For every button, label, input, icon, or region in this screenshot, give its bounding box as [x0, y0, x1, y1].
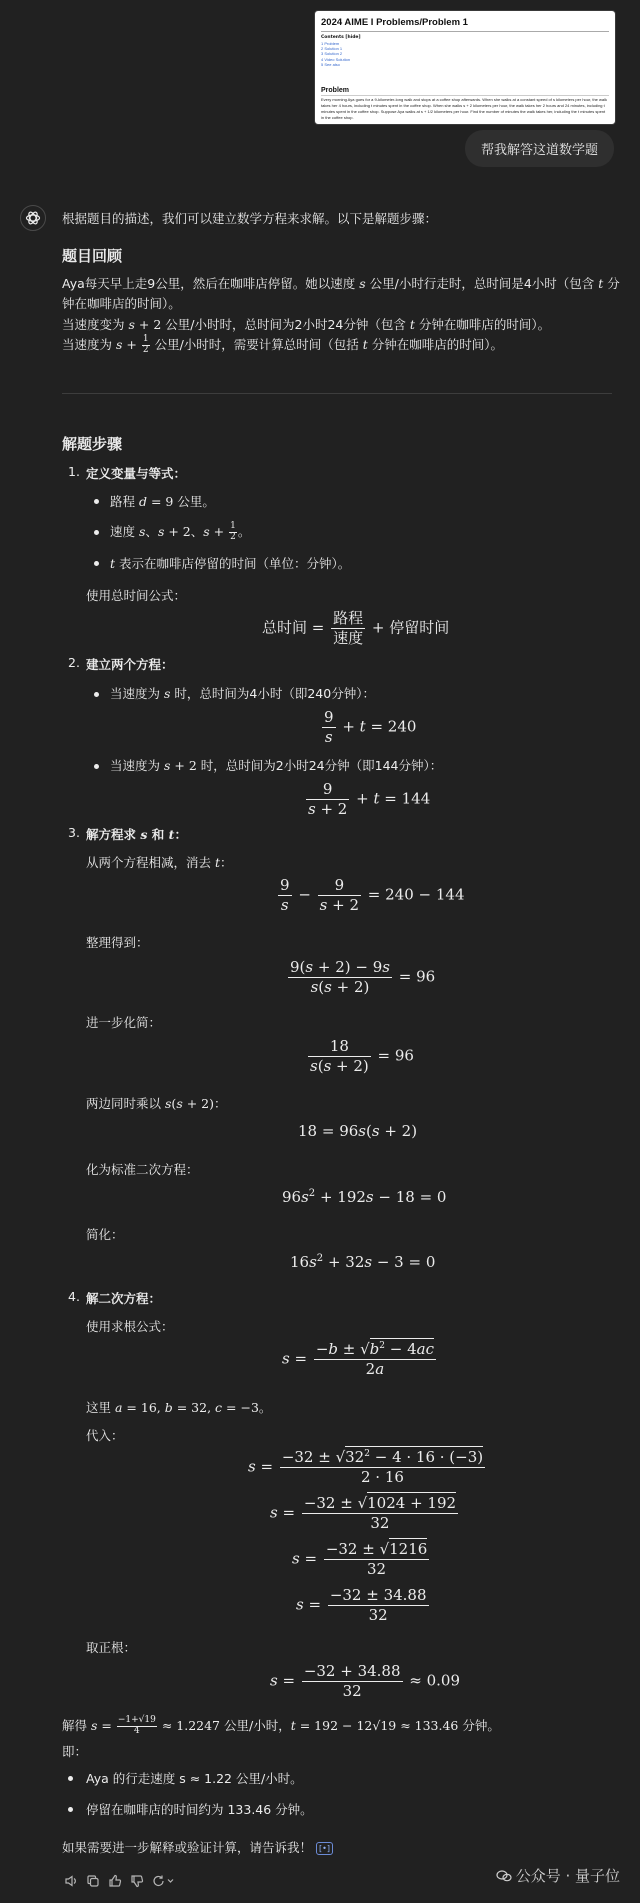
thumb-toc: 1 Problem 2 Solution 1 3 Solution 2 4 Video Solution 5 See also	[321, 41, 351, 67]
equation: s = $\frac{-b \pm √b^2 - 4ac}{2a}$	[282, 1340, 435, 1378]
step-title: 解二次方程：	[86, 1291, 162, 1306]
equation: $\frac{9}{s + 2}$ + t = 144	[308, 780, 431, 818]
bullet	[68, 1776, 73, 1781]
bullet	[94, 530, 99, 535]
review-line: 钟在咖啡店的时间）。	[62, 296, 181, 311]
step-line: 当速度为 s + 2 时，总时间为2小时24分钟（即144分钟）：	[110, 758, 443, 773]
step-line: 代入：	[86, 1428, 124, 1443]
equation: s = $\frac{-32 \pm √1024 + 192}{32}$	[270, 1494, 457, 1532]
divider	[62, 393, 612, 394]
step-line: 当速度为 s 时，总时间为4小时（即240分钟）：	[110, 686, 375, 701]
equation: 总时间 = $\frac{\text{路程}}{\text{速度}}$ + 停留时间	[262, 609, 450, 647]
step-line: 速度 s、s + 2、s + $\frac{1}{2}$ 。	[110, 521, 251, 542]
copy-icon[interactable]	[86, 1874, 100, 1888]
thumbs-up-icon[interactable]	[108, 1874, 122, 1888]
chatgpt-logo-icon	[20, 205, 46, 231]
summary-item: 停留在咖啡店的时间约为 133.46 分钟。	[86, 1802, 313, 1817]
step-line: t 表示在咖啡店停留的时间（单位：分钟）。	[110, 556, 351, 571]
step-title: 建立两个方程：	[86, 657, 174, 672]
step-line: 简化：	[86, 1227, 124, 1242]
thumbs-down-icon[interactable]	[130, 1874, 144, 1888]
source-icon: [•]	[316, 1842, 333, 1855]
step-number: 2.	[68, 655, 80, 670]
step-line: 路程 d = 9 公里。	[110, 494, 215, 509]
attached-image[interactable]	[314, 10, 616, 125]
equation: s = $\frac{-32 + 34.88}{32}$ ≈ 0.09	[270, 1662, 461, 1700]
divider	[321, 31, 609, 32]
step-line: 进一步化简：	[86, 1015, 162, 1030]
step-line: 化为标准二次方程：	[86, 1162, 199, 1177]
review-line: 当速度变为 s + 2 公里/小时时，总时间为2小时24分钟（包含 t 分钟在咖啡店的时间）。	[62, 317, 551, 332]
thumb-text: Every morning Aya goes for a 9-kilometer-long walk and stops at a coffee shop afterwards. When she walks at a constant speed of s kilometers per hour, the walk takes her 4 hours, including t minutes spent in the coffee shop. When she walks s + 2 kilometers per hour, the walk takes her 2 hours and 24 minutes, including t minutes spent in the coffee shop. Suppose Aya walks at s + 1/2 kilometers per hour. Find the number of minutes the walk takes her, including the t minutes spent in the coffee shop.	[321, 97, 607, 120]
step-line: 使用求根公式：	[86, 1319, 174, 1334]
section-heading: 解题步骤	[62, 435, 123, 453]
step-number: 4.	[68, 1289, 80, 1304]
equation: $\frac{18}{s(s + 2)}$ = 96	[310, 1037, 414, 1075]
step-line: 从两个方程相减，消去 t：	[86, 855, 233, 870]
result-line: 即：	[62, 1744, 88, 1759]
step-title: 定义变量与等式：	[86, 466, 187, 481]
equation: s = $\frac{-32 \pm √32^2 - 4 \cdot 16 \cdot (-3)}{2 \cdot 16}$	[248, 1448, 484, 1486]
review-line: Aya每天早上走9公里，然后在咖啡店停留。她以速度 s 公里/小时行走时，总时间是4小时（包含 t 分	[62, 276, 620, 291]
summary-item: Aya 的行走速度 s ≈ 1.22 公里/小时。	[86, 1771, 303, 1786]
speaker-icon[interactable]	[64, 1874, 78, 1888]
equation: $\frac{9}{s}$ + t = 240	[324, 708, 417, 746]
equation: $16s^2 + 32s - 3 = 0$	[290, 1253, 436, 1271]
closing-text: 如果需要进一步解释或验证计算，请告诉我！ [•]	[62, 1838, 333, 1856]
step-line: 使用总时间公式：	[86, 588, 187, 603]
thumb-heading: Problem	[321, 87, 350, 94]
step-line: 整理得到：	[86, 935, 149, 950]
bullet	[68, 1807, 73, 1812]
equation: s = $\frac{-32 \pm √1216}{32}$	[292, 1540, 428, 1578]
step-line: 这里 a = 16, b = 32, c = −3。	[86, 1400, 272, 1415]
step-number: 1.	[68, 464, 80, 479]
review-line: 当速度为 s + $\frac{1}{2}$ 公里/小时时，需要计算总时间（包括 t 分钟在咖啡店的时间）。	[62, 334, 504, 355]
watermark: 公众号 · 量子位	[496, 1865, 620, 1886]
step-line: 两边同时乘以 s(s + 2)：	[86, 1096, 227, 1111]
equation: $\frac{9}{s}$ − $\frac{9}{s + 2}$ = 240 − 144	[280, 876, 465, 914]
result-line: 解得 s = $\frac{-1+√19}{4}$ ≈ 1.2247 公里/小时，t = 192 − 12√19 ≈ 133.46 分钟。	[62, 1715, 500, 1736]
regenerate-icon[interactable]	[152, 1874, 176, 1888]
bullet	[94, 692, 99, 697]
thumb-contents: Contents [hide]	[321, 35, 361, 40]
equation: $\frac{9(s + 2) - 9s}{s(s + 2)}$ = 96	[290, 958, 436, 996]
equation: $96s^2 + 192s - 18 = 0$	[282, 1188, 447, 1206]
equation: s = $\frac{-32 \pm 34.88}{32}$	[296, 1586, 427, 1624]
wechat-icon	[496, 1869, 512, 1883]
step-number: 3.	[68, 825, 80, 840]
bullet	[94, 764, 99, 769]
step-line: 取正根：	[86, 1640, 137, 1655]
divider	[321, 95, 609, 96]
bullet	[94, 561, 99, 566]
user-message: 帮我解答这道数学题	[465, 130, 614, 167]
intro-text: 根据题目的描述，我们可以建立数学方程来求解。以下是解题步骤：	[62, 211, 438, 226]
thumb-title: 2024 AIME I Problems/Problem 1	[321, 17, 468, 28]
equation: 18 = 96s(s + 2)	[298, 1122, 418, 1140]
section-heading: 题目回顾	[62, 247, 123, 265]
bullet	[94, 499, 99, 504]
step-title: 解方程求 s 和 t：	[86, 827, 187, 842]
